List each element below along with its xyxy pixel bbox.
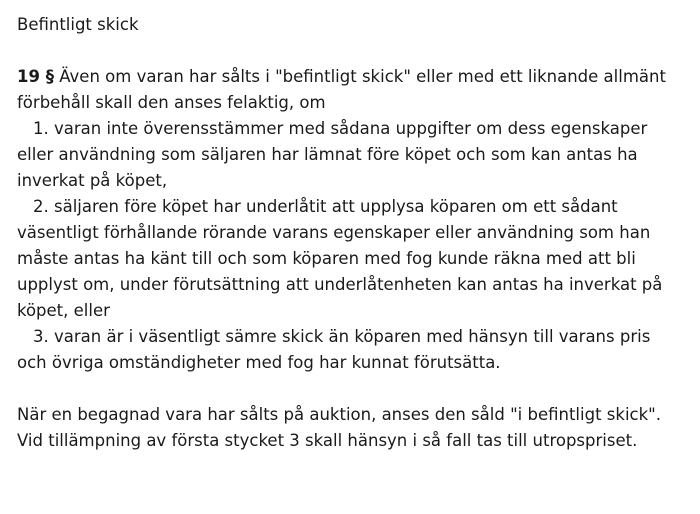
section-heading: Befintligt skick xyxy=(17,15,139,34)
list-item-text: varan är i väsentligt sämre skick än köparen med hänsyn till varans pris och övriga omständigheter med fog har kunnat förutsätta. xyxy=(17,327,651,372)
list-item-1 xyxy=(17,116,684,194)
closing-paragraph: När en begagnad vara har sålts på auktion, anses den såld "i befintligt skick". Vid tillämpning av första stycket 3 skall hänsyn i så fall tas till utropspriset. xyxy=(17,405,661,450)
paragraph-text: Även om varan har sålts i "befintligt skick" eller med ett liknande allmänt förbehåll skall den anses felaktig, om xyxy=(17,67,666,112)
list-item-2 xyxy=(17,194,684,324)
paragraph-19 xyxy=(17,64,684,116)
paragraph-number: 19 § xyxy=(17,67,54,86)
list-item-number: 3. xyxy=(33,327,49,346)
list-item-text: säljaren före köpet har underlåtit att upplysa köparen om ett sådant väsentligt förhållande rörande varans egenskaper eller användning som han måste antas ha känt till och som köparen med fog kunde räkna med att bli upplyst om, under förutsättning att underlåtenheten kan antas ha inverkat på köpet, eller xyxy=(17,197,663,320)
list-item-3 xyxy=(17,324,684,376)
list-item-text: varan inte överensstämmer med sådana uppgifter om dess egenskaper eller användning som säljaren har lämnat före köpet och som kan antas ha inverkat på köpet, xyxy=(17,119,648,190)
list-item-number: 1. xyxy=(33,119,49,138)
paragraph-spacer xyxy=(17,376,684,402)
list-item-number: 2. xyxy=(33,197,49,216)
